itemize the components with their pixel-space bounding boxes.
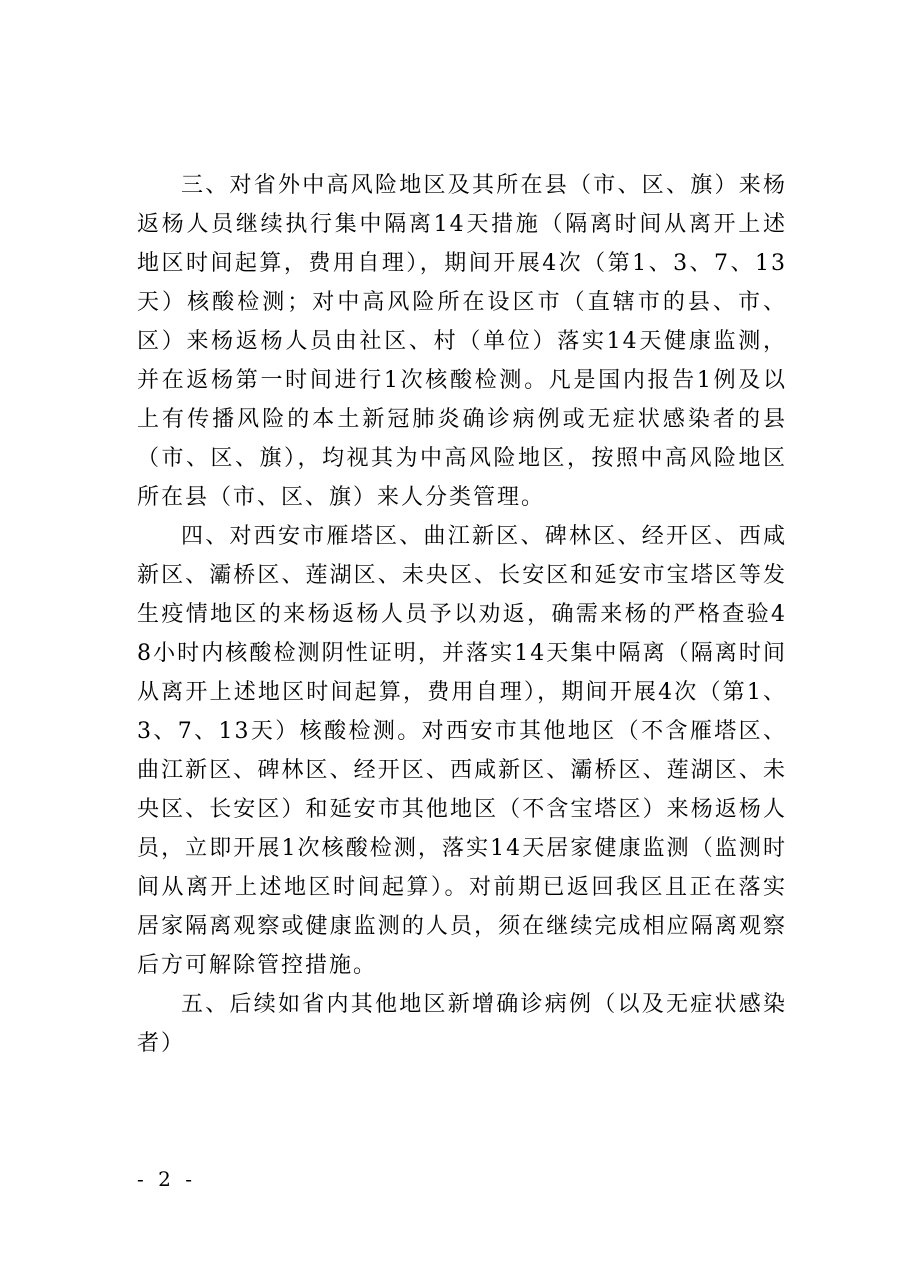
paragraph-three: 三、对省外中高风险地区及其所在县（市、区、旗）来杨返杨人员继续执行集中隔离14天措施（隔离时间从离开上述地区时间起算，费用自理），期间开展4次（第1、3、7、13天）核酸检测；对中高风险所在设区市（直辖市的县、市、区）来杨返杨人员由社区、村（单位）落实14天健康监测，并在返杨第一时间进行1次核酸检测。凡是国内报告1例及以上有传播风险的本土新冠肺炎确诊病例或无症状感染者的县（市、区、旗），均视其为中高风险地区，按照中高风险地区所在县（市、区、旗）来人分类管理。 — [137, 173, 787, 510]
document-body — [137, 166, 787, 1063]
paragraph-four: 四、对西安市雁塔区、曲江新区、碑林区、经开区、西咸新区、灞桥区、莲湖区、未央区、长安区和延安市宝塔区等发生疫情地区的来杨返杨人员予以劝返，确需来杨的严格查验48小时内核酸检测阴性证明，并落实14天集中隔离（隔离时间从离开上述地区时间起算，费用自理），期间开展4次（第1、3、7、13天）核酸检测。对西安市其他地区（不含雁塔区、曲江新区、碑林区、经开区、西咸新区、灞桥区、莲湖区、未央区、长安区）和延安市其他地区（不含宝塔区）来杨返杨人员，立即开展1次核酸检测，落实14天居家健康监测（监测时间从离开上述地区时间起算）。对前期已返回我区且正在落实居家隔离观察或健康监测的人员，须在继续完成相应隔离观察后方可解除管控措施。 — [137, 524, 787, 978]
page-number: - 2 - — [137, 1167, 196, 1191]
paragraph-five: 五、后续如省内其他地区新增确诊病例（以及无症状感染者） — [137, 992, 787, 1056]
